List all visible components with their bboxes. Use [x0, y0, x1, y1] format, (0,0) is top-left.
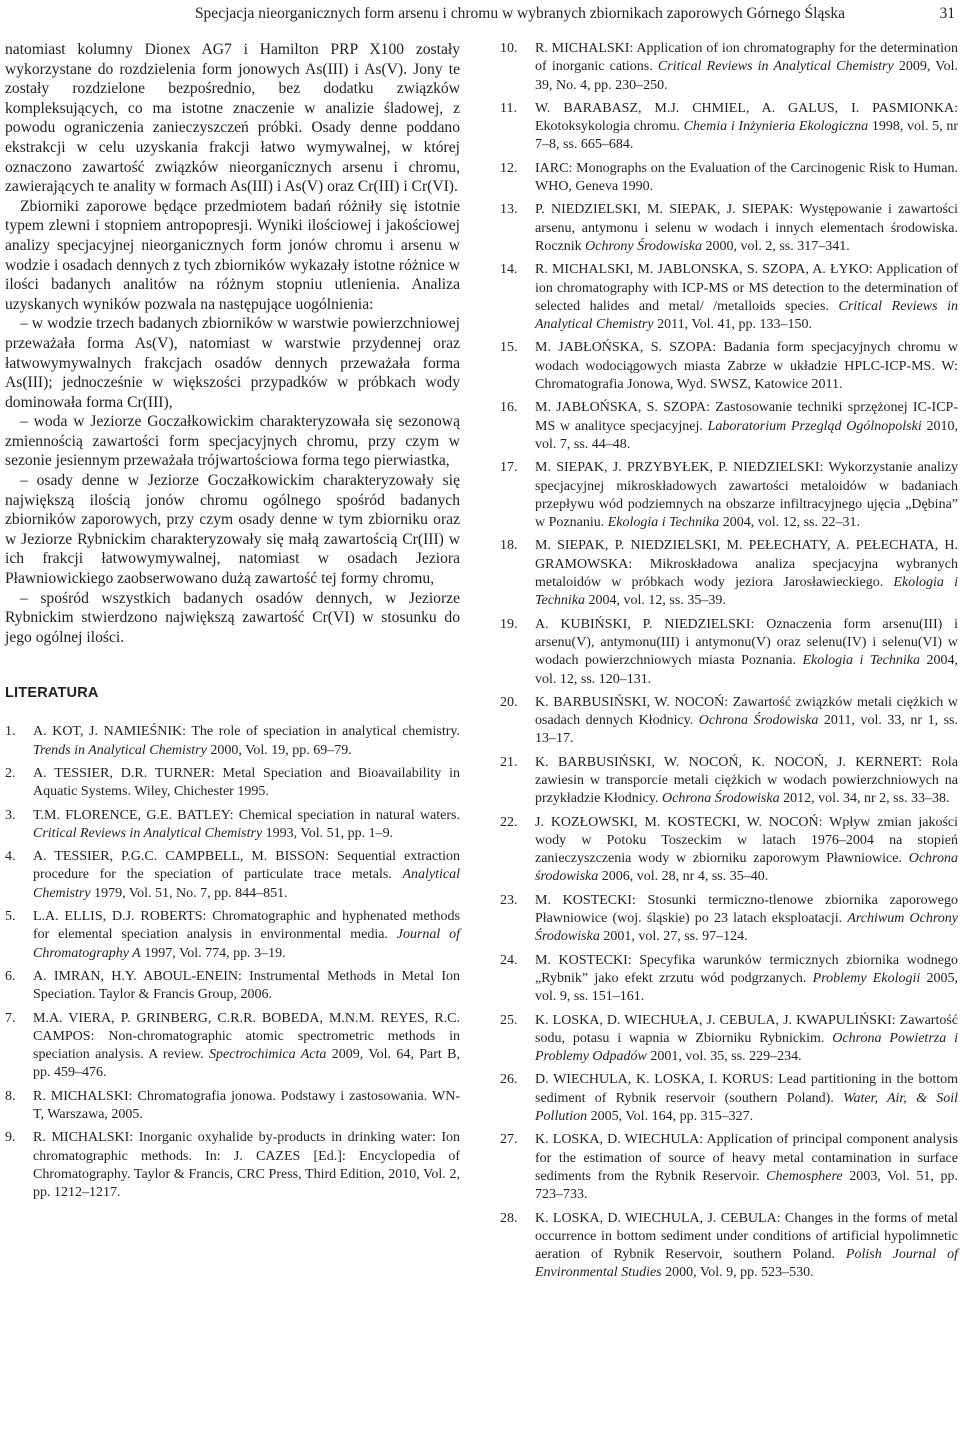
reference-number: 1. [5, 724, 16, 740]
reference-text: M. KOSTECKI: Specyfika warunków termicznych zbiornika wodnego „Rybnik” jako efekt zrzutu wód podgrzanych. [535, 952, 958, 986]
reference-number: 9. [5, 1130, 16, 1146]
reference-number: 24. [500, 952, 518, 968]
reference-text: M.A. VIERA, P. GRINBERG, C.R.R. BOBEDA, M.N.M. REYES, R.C. CAMPOS: Non-chromatographic atomic spectrometric methods in speciation analysis. A review. [33, 1010, 460, 1063]
reference-item [500, 160, 958, 197]
left-column [5, 40, 460, 1208]
reference-item [500, 952, 958, 1007]
reference-item [5, 765, 460, 802]
reference-text: A. IMRAN, H.Y. ABOUL-ENEIN: Instrumental Methods in Metal Ion Speciation. Taylor & Francis Group, 2006. [33, 968, 460, 1003]
reference-source: Laboratorium Przegląd Ogólnopolski [707, 418, 922, 434]
reference-item [500, 201, 958, 256]
reference-number: 28. [500, 1210, 518, 1226]
reference-item [500, 754, 958, 809]
reference-source: Chemosphere [766, 1168, 843, 1184]
reference-item [500, 459, 958, 532]
reference-source: Ochrona Środowiska [662, 791, 780, 807]
reference-number: 8. [5, 1088, 16, 1104]
reference-item [500, 261, 958, 334]
reference-item [5, 1088, 460, 1125]
reference-details: 1998, vol. 5, nr 7–8, ss. 665–684. [535, 119, 958, 153]
right-column [500, 40, 958, 1288]
reference-text: A. KOT, J. NAMIEŚNIK: The role of speciation in analytical chemistry. [33, 724, 460, 740]
reference-list-right [500, 40, 958, 1283]
reference-item [500, 1131, 958, 1204]
reference-text: A. TESSIER, D.R. TURNER: Metal Speciation and Bioavailability in Aquatic Systems. Wiley, Chichester 1995. [33, 766, 460, 800]
reference-text: L.A. ELLIS, D.J. ROBERTS: Chromatographic and hyphenated methods for elemental speciation analysis in environmental media. [33, 909, 460, 943]
reference-text: M. SIEPAK, J. PRZYBYŁEK, P. NIEDZIELSKI: Wykorzystanie analizy specjacyjnej mikroskładowych zawartości metaloidów w badaniach przepływu wód podziemnych na obszarze infiltracyjnego ujęcia „Dębina” w Poznaniu. [535, 460, 958, 531]
reference-details: 2000, Vol. 19, pp. 69–79. [206, 742, 352, 758]
reference-text: R. MICHALSKI: Inorganic oxyhalide by-products in drinking water: Ion chromatographic methods. In: J. CAZES [Ed.]: Encyclopedia of Chromatography. Taylor & Francis, CRC Press, Third Edition, 2010, Vol. 2, pp. 1212–1217. [33, 1130, 460, 1201]
reference-number: 26. [500, 1072, 518, 1088]
reference-source: Analytical Chemistry [33, 867, 460, 901]
reference-source: Chemia i Inżynieria Ekologiczna [683, 119, 869, 135]
conclusion-item: – spośród wszystkich badanych osadów dennych, w Jeziorze Rybnickim stwierdzono największą zawartość Cr(VI) w stosunku do jego ogólnej ilości. [5, 589, 460, 646]
reference-source: Ochrona Powietrza i Problemy Odpadów [535, 1030, 958, 1065]
reference-number: 11. [500, 100, 517, 116]
reference-text: K. LOSKA, D. WIECHULA, J. CEBULA: Changes in the forms of metal occurrence in bottom sediment under conditions of artificial hypolimnetic aeration of Rybnik Reservoir, southern Poland. [535, 1210, 958, 1263]
reference-details: 2003, Vol. 51, pp. 723–733. [535, 1168, 958, 1203]
reference-details: 2005, vol. 9, ss. 151–161. [535, 970, 959, 1005]
reference-text: M. JABŁOŃSKA, S. SZOPA: Badania form specjacyjnych chromu w wodach wodociągowych miasta Zabrze w układzie HPLC-ICP-MS. W: Chromatografia Jonowa, Wyd. SWSZ, Katowice 2011. [535, 340, 958, 393]
reference-source: Polish Journal of Environmental Studies [535, 1247, 958, 1281]
running-title: Specjacja nieorganicznych form arsenu i chromu w wybranych zbiornikach zaporowych Górnego Śląska [194, 5, 845, 22]
reference-item [500, 616, 958, 689]
reference-item [5, 1129, 460, 1202]
reference-number: 6. [5, 968, 16, 984]
reference-text: D. WIECHULA, K. LOSKA, I. KORUS: Lead partitioning in the bottom sediment of Rybnik reservoir (southern Poland). [535, 1072, 958, 1106]
reference-details: 2009, Vol. 39, No. 4, pp. 230–250. [535, 59, 958, 93]
reference-source: Critical Reviews in Analytical Chemistry [535, 298, 958, 333]
reference-text: R. MICHALSKI: Chromatografia jonowa. Podstawy i zastosowania. WN-T, Warszawa, 2005. [33, 1088, 460, 1123]
reference-details: 2004, vol. 12, ss. 35–39. [585, 593, 726, 609]
reference-source: Ochrona środowiska [535, 851, 958, 885]
reference-details: 1993, Vol. 51, pp. 1–9. [262, 825, 394, 841]
reference-details: 2004, vol. 12, ss. 22–31. [719, 515, 860, 531]
reference-text: M. SIEPAK, P. NIEDZIELSKI, M. PEŁECHATY, A. PEŁECHATA, H. GRAMOWSKA: Mikroskładowa analiza specjacyjna wybranych metaloidów w próbkach wody jeziora Jarosławieckiego. [535, 538, 958, 591]
reference-item [500, 100, 958, 155]
reference-details: 2010, vol. 7, ss. 44–48. [535, 418, 958, 452]
paragraph: natomiast kolumny Dionex AG7 i Hamilton PRP X100 zostały wykorzystane do rozdzielenia form jonowych As(III) i As(V). Jony te zostały rozdzielone bezpośrednio, bez dodatku związków kompleksujących, co ma istotne znaczenie w analizie śladowej, z powodu ograniczenia zanieczyszczeń próbki. Osady denne poddano ekstrakcji w celu uzyskania frakcji łatwo wymywalnej, w której oznaczono zawartość związków nieorganicznych arsenu i chromu, zawierających te anality w formach As(III) i As(V) oraz Cr(III) i Cr(VI). [5, 41, 460, 196]
reference-text: R. MICHALSKI: Application of ion chromatography for the determination of inorganic cations. [535, 41, 958, 75]
section-heading-literatura: LITERATURA [5, 685, 99, 702]
reference-details: 2005, Vol. 164, pp. 315–327. [587, 1109, 754, 1125]
reference-text: P. NIEDZIELSKI, M. SIEPAK, J. SIEPAK: Występowanie i zawartości arsenu, antymonu i selenu w wodach i innych elementach środowiska. Rocznik [535, 202, 958, 254]
body-text [5, 40, 460, 647]
reference-number: 16. [500, 400, 518, 416]
reference-item [500, 399, 958, 454]
running-header [0, 0, 960, 30]
reference-text: R. MICHALSKI, M. JABLONSKA, S. SZOPA, A. ŁYKO: Application of ion chromatography with ICP-MS or MS detection to the determination of selected halides and metal/ /metalloids species. [535, 262, 958, 314]
reference-item [500, 892, 958, 947]
reference-source: Journal of Chromatography A [33, 927, 460, 961]
reference-item [500, 1210, 958, 1283]
reference-item [500, 40, 958, 95]
reference-details: 2000, Vol. 9, pp. 523–530. [661, 1265, 814, 1281]
reference-details: 2012, vol. 34, nr 2, ss. 33–38. [779, 791, 950, 807]
reference-details: 2011, vol. 33, nr 1, ss. 13–17. [535, 713, 958, 747]
reference-text: M. KOSTECKI: Stosunki termiczno-tlenowe zbiornika zaporowego Pławniowice (woj. śląskie) po 23 latach eksploatacji. [535, 892, 958, 927]
reference-text: J. KOZŁOWSKI, M. KOSTECKI, W. NOCOŃ: Wpływ zmian jakości wody w Potoku Toszeckim w latach 1976–2004 na stopień zanieczyszczenia wody w zbiorniku zaporowym Pławniowice. [535, 814, 958, 867]
reference-text: K. LOSKA, D. WIECHULA: Application of principal component analysis for the estimation of source of heavy metal contamination in surface sediments from the Rybnik Reservoir. [535, 1132, 958, 1184]
reference-details: 2006, vol. 28, nr 4, ss. 35–40. [598, 869, 769, 885]
reference-source: Archiwum Ochrony Środowiska [535, 911, 959, 945]
reference-text: W. BARABASZ, M.J. CHMIEL, A. GALUS, I. PASMIONKA: Ekotoksykologia chromu. [535, 100, 958, 135]
reference-details: 2009, Vol. 64, Part B, pp. 459–476. [33, 1047, 460, 1081]
page-number: 31 [939, 5, 955, 22]
reference-source: Ekologia i Technika [802, 653, 920, 669]
reference-number: 4. [5, 849, 16, 865]
reference-source: Water, Air, & Soil Pollution [535, 1090, 958, 1125]
conclusion-item: – osady denne w Jeziorze Goczałkowickim charakteryzowały się największą ilością jonów chromu ogólnego spośród badanych zbiorników zaporowych, przy czym osady denne w tym zbiorniku oraz w Jeziorze Rybnickim charakteryzowały się małą zawartością Cr(III) w ich frakcji łatwowymywalnej, natomiast w osadach Jeziora Pławniowickiego zaobserwowano dużą zawartość tej formy chromu, [5, 472, 460, 588]
reference-details: 2004, vol. 12, ss. 120–131. [535, 653, 958, 687]
reference-item [500, 1012, 958, 1067]
reference-item [500, 1071, 958, 1126]
reference-item [500, 814, 958, 887]
reference-number: 2. [5, 766, 16, 781]
reference-number: 18. [500, 538, 518, 554]
reference-number: 17. [500, 460, 518, 476]
reference-item [500, 694, 958, 749]
reference-text: T.M. FLORENCE, G.E. BATLEY: Chemical speciation in natural waters. [33, 807, 460, 823]
conclusion-item: – w wodzie trzech badanych zbiorników w warstwie powierzchniowej przeważała forma As(V), natomiast w warstwie przydennej oraz łatwowymywalnych frakcjach osadów dennych przeważała forma As(III); jednocześnie w większości przypadków w próbkach wody dominowała forma Cr(III), [5, 315, 460, 411]
reference-source: Ekologia i Technika [607, 515, 720, 531]
reference-number: 13. [500, 202, 518, 218]
reference-number: 14. [500, 262, 518, 278]
reference-source: Problemy Ekologii [812, 970, 921, 986]
reference-item [5, 908, 460, 963]
reference-list-left [5, 723, 460, 1202]
reference-number: 7. [5, 1010, 16, 1026]
reference-text: A. TESSIER, P.G.C. CAMPBELL, M. BISSON: Sequential extraction procedure for the speciation of particulate trace metals. [33, 849, 460, 883]
reference-source: Ochrony Środowiska [585, 238, 702, 254]
reference-details: 2000, vol. 2, ss. 317–341. [701, 238, 850, 254]
reference-source: Ekologia i Technika [535, 575, 958, 609]
reference-item [5, 968, 460, 1005]
reference-number: 15. [500, 340, 518, 356]
reference-text: K. LOSKA, D. WIECHUŁA, J. CEBULA, J. KWAPULIŃSKI: Zawartość sodu, potasu i wapnia w Zbiorniku Rybnickim. [535, 1012, 958, 1046]
reference-number: 5. [5, 909, 16, 925]
reference-text: K. BARBUSIŃSKI, W. NOCOŃ: Zawartość związków metali ciężkich w osadach dennych Kłodnicy. [535, 694, 958, 729]
reference-number: 27. [500, 1132, 518, 1148]
reference-number: 21. [500, 754, 518, 770]
reference-details: 2011, Vol. 41, pp. 133–150. [653, 317, 813, 333]
reference-number: 3. [5, 807, 16, 823]
reference-number: 19. [500, 616, 518, 632]
reference-details: 2001, vol. 35, ss. 229–234. [646, 1049, 802, 1065]
reference-text: M. JABŁOŃSKA, S. SZOPA: Zastosowanie techniki sprzężonej IC-ICP-MS w analityce specjacyjnej. [535, 400, 958, 434]
reference-text: A. KUBIŃSKI, P. NIEDZIELSKI: Oznaczenia form arsenu(III) i arsenu(V), antymonu(III) i antymonu(V) oraz selenu(IV) i selenu(VI) w wodach powierzchniowych miasta Poznania. [535, 616, 958, 669]
reference-item [5, 723, 460, 760]
reference-item [500, 537, 958, 610]
reference-details: 1979, Vol. 51, No. 7, pp. 844–851. [90, 885, 288, 901]
reference-number: 22. [500, 814, 518, 830]
reference-text: K. BARBUSIŃSKI, W. NOCOŃ, K. NOCOŃ, J. KERNERT: Rola zawiesin w transporcie metali ciężkich w wodach powierzchniowych na przykładzie Kłodnicy. [535, 754, 958, 807]
reference-number: 23. [500, 892, 518, 908]
reference-number: 20. [500, 694, 518, 710]
paragraph: Zbiorniki zaporowe będące przedmiotem badań różniły się istotnie typem zlewni i stopniem antropopresji. Wyniki ilościowej i jakościowej analizy specjacyjnej nieorganicznych form jonów chromu i arsenu w wodzie i osadach dennych z tych zbiorników wykazały istotne różnice w ilości badanych analitów na różnym stopniu utlenienia. Analiza uzyskanych wyników pozwala na następujące uogólnienia: [5, 197, 460, 313]
reference-details: 1997, Vol. 774, pp. 3–19. [140, 945, 286, 961]
reference-number: 25. [500, 1012, 518, 1028]
reference-text: IARC: Monographs on the Evaluation of the Carcinogenic Risk to Human. WHO, Geneva 1990. [535, 160, 958, 195]
reference-number: 12. [500, 160, 518, 176]
reference-item [500, 339, 958, 394]
reference-source: Ochrona Środowiska [698, 713, 819, 729]
reference-number: 10. [500, 41, 518, 56]
reference-source: Critical Reviews in Analytical Chemistry [33, 825, 263, 841]
reference-item [5, 848, 460, 903]
conclusion-item: – woda w Jeziorze Goczałkowickim charakteryzowała się sezonową zmiennością zawartości form specjacyjnych chromu, przy czym w sezonie jesiennym przeważała trójwartościowa forma tego pierwiastka, [5, 413, 460, 470]
reference-source: Critical Reviews in Analytical Chemistry [657, 59, 894, 75]
reference-item [5, 1010, 460, 1083]
reference-source: Spectrochimica Acta [209, 1047, 327, 1063]
reference-details: 2001, vol. 27, ss. 97–124. [599, 929, 748, 945]
reference-source: Trends in Analytical Chemistry [33, 742, 207, 758]
reference-item [5, 807, 460, 844]
